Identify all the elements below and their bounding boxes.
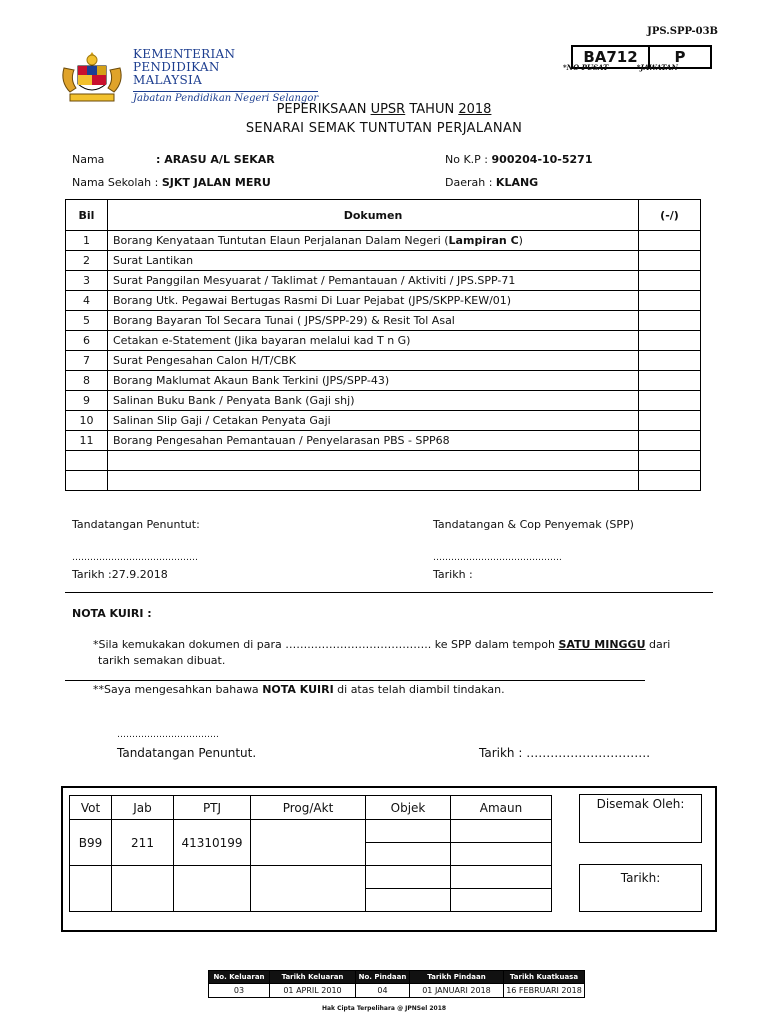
document-text: Surat Panggilan Mesyuarat / Taklimat / Pemantauan / Aktiviti / JPS.SPP-71 — [113, 274, 516, 287]
cell-vot: B99 — [70, 820, 112, 866]
confirm-text: **Saya mengesahkan bahawa — [93, 683, 263, 696]
document-name — [108, 391, 639, 411]
rev-issue-date: 01 APRIL 2010 — [270, 984, 356, 998]
rev-header-effective-date: Tarikh Kuatkuasa — [504, 971, 585, 984]
checker-date: Tarikh : — [433, 568, 473, 581]
document-name — [108, 251, 639, 271]
rev-amend-date: 01 JANUARI 2018 — [410, 984, 504, 998]
document-text: Borang Kenyataan Tuntutan Elaun Perjalanan Dalam Negeri ( — [113, 234, 449, 247]
header-check: (-/) — [639, 200, 701, 231]
ministry-name — [133, 48, 235, 87]
table-row — [66, 311, 701, 331]
row-number: 8 — [66, 371, 108, 391]
document-name — [108, 431, 639, 451]
row-number: 5 — [66, 311, 108, 331]
check-cell[interactable] — [639, 371, 701, 391]
title-text-2: TAHUN — [405, 102, 459, 117]
rev-header-issue-no: No. Keluaran — [209, 971, 270, 984]
check-cell[interactable] — [639, 291, 701, 311]
rev-header-amend-date: Tarikh Pindaan — [410, 971, 504, 984]
table-row — [66, 331, 701, 351]
rev-amend-no: 04 — [356, 984, 410, 998]
school-value: SJKT JALAN MERU — [161, 176, 271, 189]
document-name — [108, 371, 639, 391]
document-text: Salinan Buku Bank / Penyata Bank (Gaji shj) — [113, 394, 355, 407]
document-name — [108, 471, 639, 491]
header-ptj: PTJ — [174, 796, 251, 820]
row-number: 6 — [66, 331, 108, 351]
document-text: Borang Maklumat Akaun Bank Terkini (JPS/SPP-43) — [113, 374, 390, 387]
department-name: Jabatan Pendidikan Negeri Selangor — [133, 93, 319, 104]
checked-by-box — [579, 794, 702, 843]
query-signature-line: ……………………………. — [117, 730, 219, 740]
table-row — [66, 391, 701, 411]
header-jab: Jab — [112, 796, 174, 820]
checker-signature-line: ……………………………………. — [433, 553, 562, 563]
cell-amaun — [451, 866, 552, 889]
cell-objek — [366, 889, 451, 912]
position-code: P — [674, 48, 686, 66]
table-row — [66, 271, 701, 291]
query-date: Tarikh : …………………………. — [479, 746, 651, 760]
query-note-line-1-cont: tarikh semakan dibuat. — [98, 654, 226, 667]
check-cell[interactable] — [639, 451, 701, 471]
query-signature-label: Tandatangan Penuntut. — [117, 746, 257, 760]
rev-issue-no: 03 — [209, 984, 270, 998]
cell-objek — [366, 843, 451, 866]
cell-ptj — [174, 866, 251, 912]
row-number: 3 — [66, 271, 108, 291]
row-number: 9 — [66, 391, 108, 411]
vote-date-box — [579, 864, 702, 912]
rev-effective-date: 16 FEBRUARI 2018 — [504, 984, 585, 998]
query-note-heading: NOTA KUIRI : — [72, 607, 152, 620]
rev-header-amend-no: No. Pindaan — [356, 971, 410, 984]
query-deadline: SATU MINGGU — [558, 638, 646, 651]
checklist-body — [66, 231, 701, 491]
title-text: PEPERIKSAAN — [276, 102, 371, 117]
checklist-title: SENARAI SEMAK TUNTUTAN PERJALANAN — [245, 121, 523, 136]
cell-prog-akt — [251, 866, 366, 912]
school-label: Nama Sekolah : — [72, 176, 159, 189]
table-row — [66, 411, 701, 431]
document-text-end: ) — [518, 234, 523, 247]
vote-date-label: Tarikh: — [620, 871, 661, 885]
table-row — [66, 451, 701, 471]
cell-amaun — [451, 889, 552, 912]
row-number: 7 — [66, 351, 108, 371]
name-field — [72, 153, 275, 166]
check-cell[interactable] — [639, 231, 701, 251]
cell-jab — [112, 866, 174, 912]
position-code-caption: *JAWATAN — [636, 63, 678, 72]
claimant-signature-line: …………………………………… — [72, 553, 198, 563]
document-text: Salinan Slip Gaji / Cetakan Penyata Gaji — [113, 414, 331, 427]
document-text: Cetakan e-Statement (Jika bayaran melalui kad T n G) — [113, 334, 411, 347]
claimant-date: Tarikh :27.9.2018 — [72, 568, 168, 581]
row-number: 1 — [66, 231, 108, 251]
check-cell[interactable] — [639, 411, 701, 431]
district-field — [445, 176, 538, 189]
header-vot: Vot — [70, 796, 112, 820]
centre-code-caption: *NO PUSAT — [563, 63, 609, 72]
header-amaun: Amaun — [451, 796, 552, 820]
document-name — [108, 311, 639, 331]
row-number: 4 — [66, 291, 108, 311]
header-objek: Objek — [366, 796, 451, 820]
check-cell[interactable] — [639, 271, 701, 291]
document-name — [108, 271, 639, 291]
check-cell[interactable] — [639, 331, 701, 351]
document-name — [108, 291, 639, 311]
table-row — [66, 291, 701, 311]
confirm-bold: NOTA KUIRI — [262, 683, 334, 696]
revision-table — [208, 970, 585, 998]
name-label: Nama — [72, 153, 105, 166]
table-row — [66, 351, 701, 371]
claimant-signature-label: Tandatangan Penuntut: — [72, 518, 200, 531]
checked-by-label: Disemak Oleh: — [596, 797, 685, 811]
table-row — [66, 431, 701, 451]
document-name — [108, 411, 639, 431]
check-cell[interactable] — [639, 251, 701, 271]
centre-code: BA712 — [573, 47, 650, 67]
checker-signature-label: Tandatangan & Cop Penyemak (SPP) — [433, 518, 634, 531]
document-text: Borang Bayaran Tol Secara Tunai ( JPS/SPP-29) & Resit Tol Asal — [113, 314, 455, 327]
cell-prog-akt — [251, 820, 366, 866]
table-row — [66, 231, 701, 251]
confirm-text-end: di atas telah diambil tindakan. — [333, 683, 505, 696]
copyright-notice: Hak Cipta Terpelihara @ JPNSel 2018 — [321, 1005, 447, 1012]
title-year: 2018 — [458, 102, 492, 117]
ic-value: 900204-10-5271 — [491, 153, 593, 166]
document-name — [108, 231, 639, 251]
school-field — [72, 176, 271, 189]
ministry-line-1: KEMENTERIAN — [133, 47, 236, 61]
table-row — [66, 251, 701, 271]
code-caption — [563, 63, 678, 72]
check-cell[interactable] — [639, 391, 701, 411]
query-note-line-2 — [93, 683, 505, 696]
row-number: 11 — [66, 431, 108, 451]
document-text: Borang Utk. Pegawai Bertugas Rasmi Di Luar Pejabat (JPS/SKPP-KEW/01) — [113, 294, 512, 307]
document-text: Surat Lantikan — [113, 254, 194, 267]
cell-objek — [366, 820, 451, 843]
header-bil: Bil — [66, 200, 108, 231]
form-code: JPS.SPP-03B — [647, 26, 718, 37]
row-number — [66, 471, 108, 491]
document-checklist-table — [65, 199, 701, 491]
cell-vot — [70, 866, 112, 912]
header-dokumen: Dokumen — [108, 200, 639, 231]
query-note-line-1 — [93, 638, 670, 651]
check-cell[interactable] — [639, 311, 701, 331]
title-exam: UPSR — [370, 102, 406, 117]
check-cell[interactable] — [639, 351, 701, 371]
cell-amaun — [451, 820, 552, 843]
document-attachment: Lampiran C — [448, 234, 519, 247]
query-text-end: dari — [645, 638, 671, 651]
cell-objek — [366, 866, 451, 889]
row-number: 10 — [66, 411, 108, 431]
document-text: Borang Pengesahan Pemantauan / Penyelarasan PBS - SPP68 — [113, 434, 450, 447]
coat-of-arms-logo — [56, 48, 128, 106]
document-name — [108, 451, 639, 471]
table-row — [66, 471, 701, 491]
header-prog-akt: Prog/Akt — [251, 796, 366, 820]
section-divider — [65, 592, 713, 593]
cell-amaun — [451, 843, 552, 866]
name-value: : ARASU A/L SEKAR — [156, 153, 275, 166]
cell-jab: 211 — [112, 820, 174, 866]
row-number — [66, 451, 108, 471]
district-value: KLANG — [495, 176, 539, 189]
district-label: Daerah : — [445, 176, 493, 189]
ministry-line-2: PENDIDIKAN — [133, 60, 220, 74]
check-cell[interactable] — [639, 471, 701, 491]
query-divider — [65, 680, 645, 681]
exam-title — [0, 102, 768, 117]
document-name — [108, 331, 639, 351]
ministry-line-3: MALAYSIA — [133, 73, 203, 87]
cell-ptj: 41310199 — [174, 820, 251, 866]
document-text: Surat Pengesahan Calon H/T/CBK — [113, 354, 296, 367]
ic-field — [445, 153, 593, 166]
vote-table — [69, 795, 552, 912]
table-row — [66, 371, 701, 391]
ic-label: No K.P : — [445, 153, 489, 166]
rev-header-issue-date: Tarikh Keluaran — [270, 971, 356, 984]
query-text: *Sila kemukakan dokumen di para ……..………………………….. ke SPP dalam tempoh — [93, 638, 559, 651]
check-cell[interactable] — [639, 431, 701, 451]
row-number: 2 — [66, 251, 108, 271]
document-name — [108, 351, 639, 371]
